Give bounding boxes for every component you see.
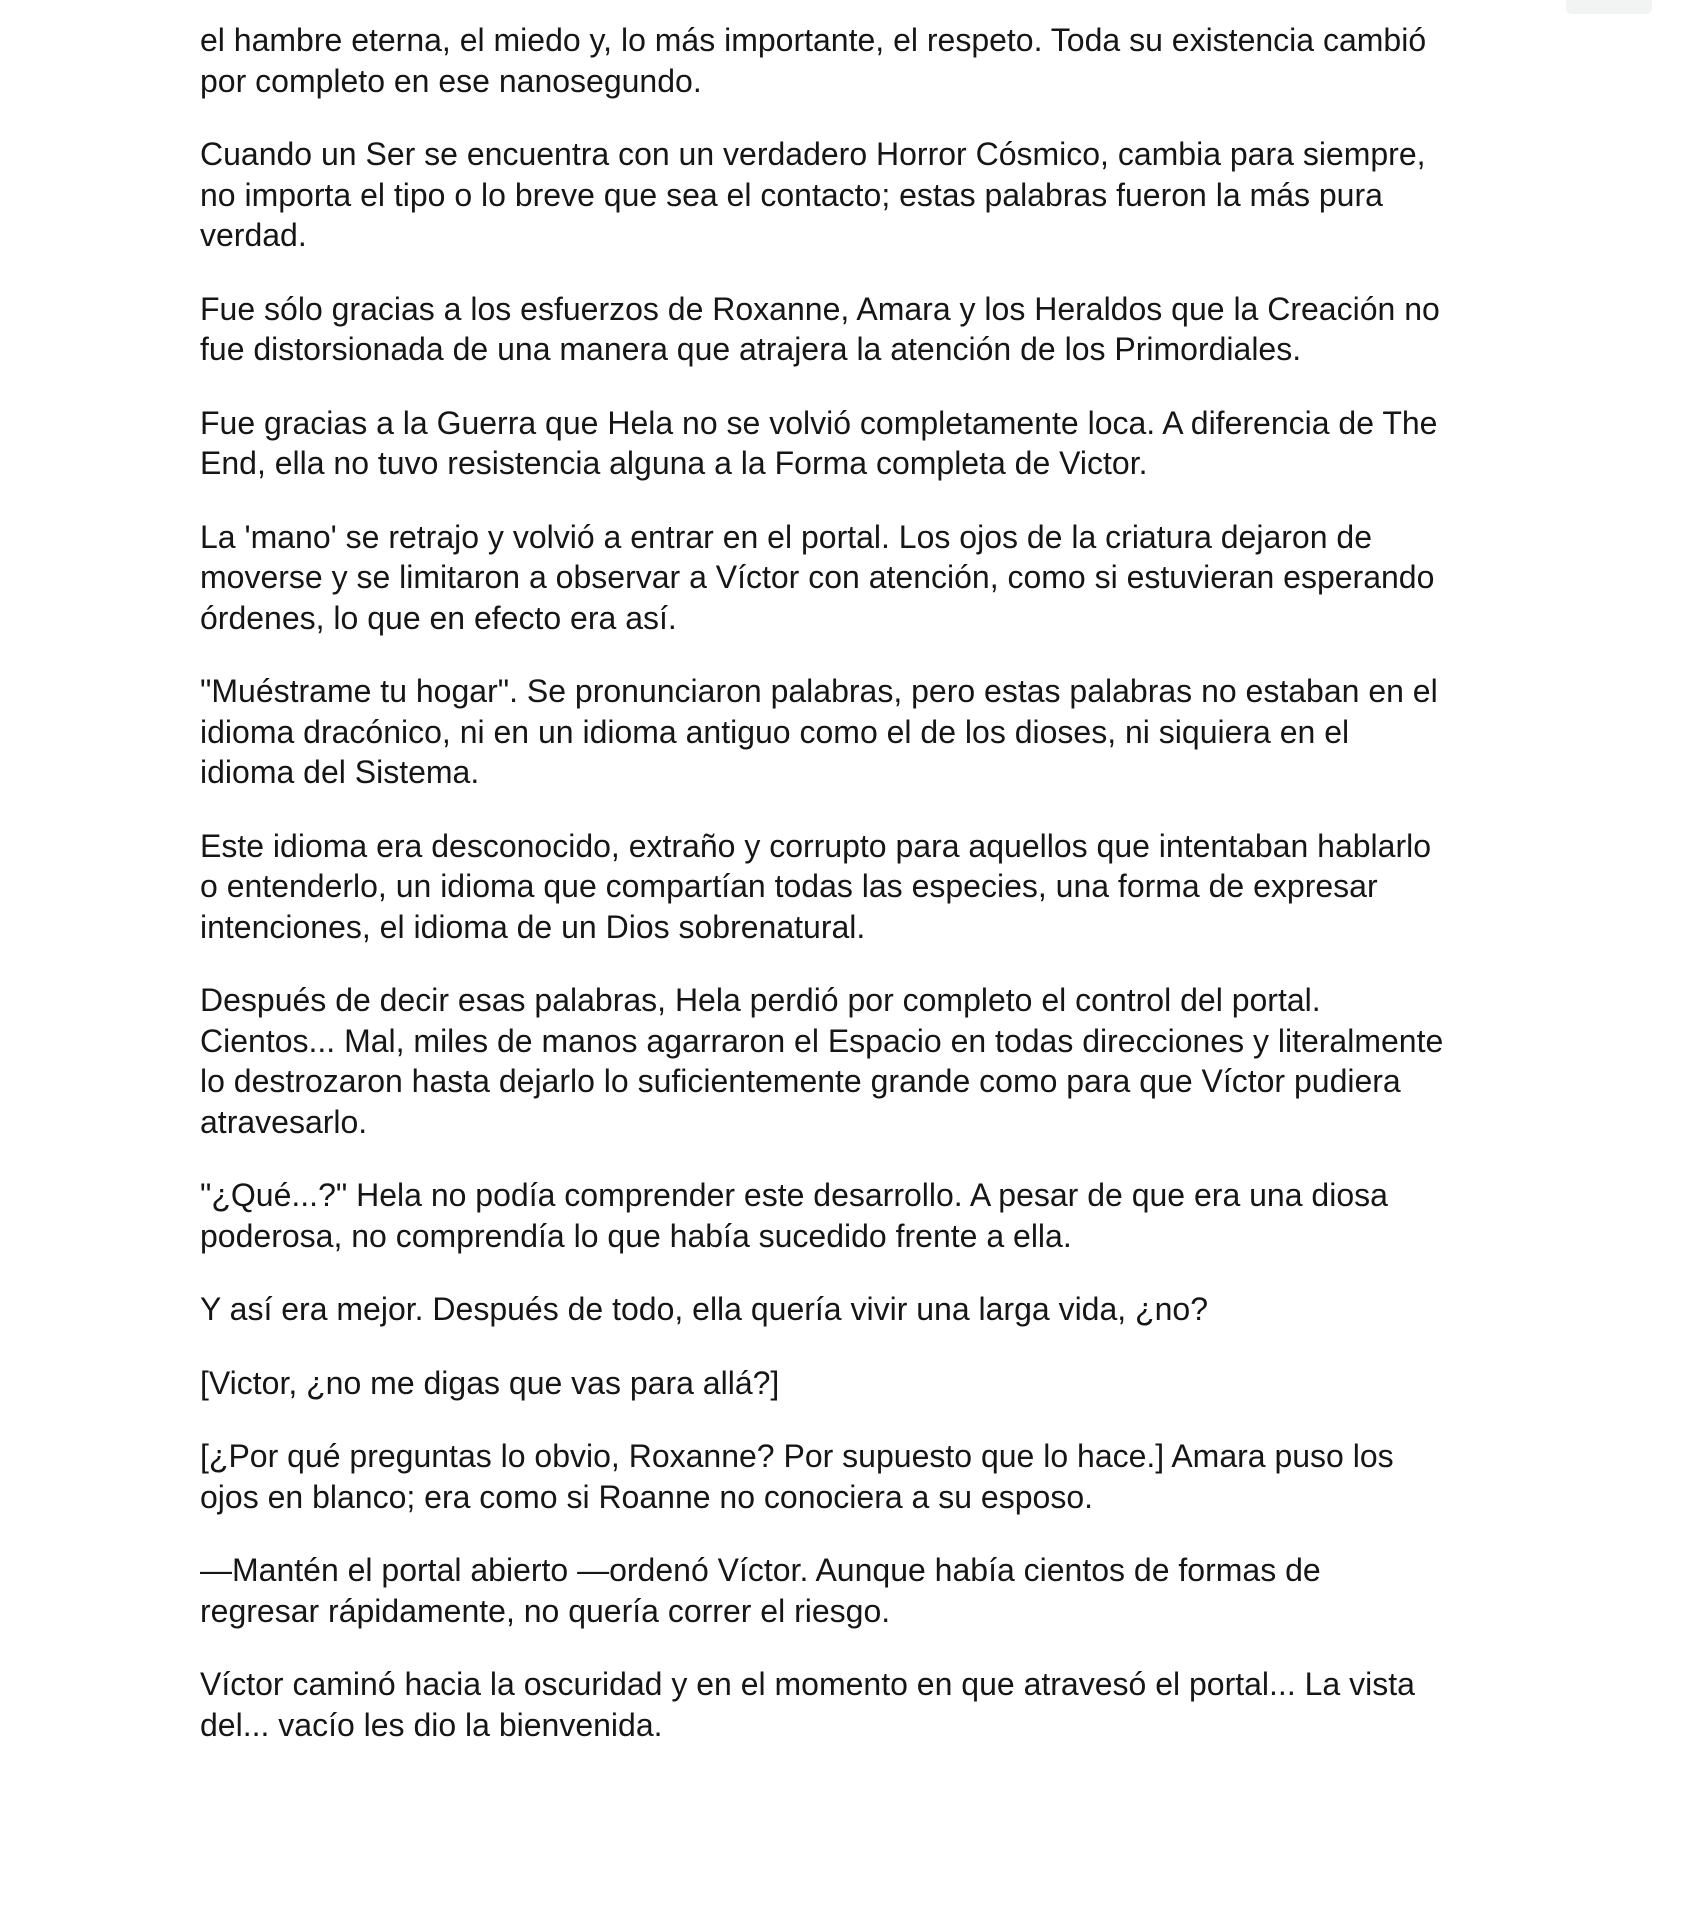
paragraph: —Mantén el portal abierto —ordenó Víctor. Aunque había cientos de formas de regresar rápidamente, no quería correr el riesgo. (200, 1552, 1321, 1629)
paragraph: Este idioma era desconocido, extraño y corrupto para aquellos que intentaban hablarlo o entenderlo, un idioma que compartían todas las especies, una forma de expresar intenciones, el idioma de un Dios sobrenatural. (200, 827, 1432, 945)
document-body (200, 20, 1520, 1778)
paragraph: "¿Qué...?" Hela no podía comprender este desarrollo. A pesar de que era una diosa poderosa, no comprendía lo que había sucedido frente a ella. (200, 1177, 1388, 1254)
paragraph: La 'mano' se retrajo y volvió a entrar en el portal. Los ojos de la criatura dejaron de moverse y se limitaron a observar a Víctor con atención, como si estuvieran esperando órdenes, lo que en efecto era así. (200, 518, 1435, 636)
paragraph: [¿Por qué preguntas lo obvio, Roxanne? Por supuesto que lo hace.] Amara puso los ojos en blanco; era como si Roanne no conociera a su esposo. (200, 1438, 1394, 1515)
paragraph: Cuando un Ser se encuentra con un verdadero Horror Cósmico, cambia para siempre, no importa el tipo o lo breve que sea el contacto; estas palabras fueron la más pura verdad. (200, 136, 1426, 253)
paragraph: Fue gracias a la Guerra que Hela no se volvió completamente loca. A diferencia de The End, ella no tuvo resistencia alguna a la Forma completa de Victor. (200, 404, 1438, 481)
paragraph: Después de decir esas palabras, Hela perdió por completo el control del portal. Cientos... Mal, miles de manos agarraron el Espacio en todas direcciones y literalmente lo destrozaron hasta dejarlo lo suficientemente grande como para que Víctor pudiera atravesarlo. (200, 982, 1444, 1140)
paragraph: el hambre eterna, el miedo y, lo más importante, el respeto. Toda su existencia cambió por completo en ese nanosegundo. (200, 22, 1427, 99)
scan-corner-mark (1566, 0, 1652, 14)
paragraph: "Muéstrame tu hogar". Se pronunciaron palabras, pero estas palabras no estaban en el idioma dracónico, ni en un idioma antiguo como el de los dioses, ni siquiera en el idioma del Sistema. (200, 673, 1438, 790)
paragraph: Víctor caminó hacia la oscuridad y en el momento en que atravesó el portal... La vista del... vacío les dio la bienvenida. (200, 1666, 1415, 1743)
paragraph: Fue sólo gracias a los esfuerzos de Roxanne, Amara y los Heraldos que la Creación no fue distorsionada de una manera que atrajera la atención de los Primordiales. (200, 290, 1440, 367)
paragraph: [Victor, ¿no me digas que vas para allá?] (200, 1364, 780, 1401)
paragraph: Y así era mejor. Después de todo, ella quería vivir una larga vida, ¿no? (200, 1291, 1208, 1327)
